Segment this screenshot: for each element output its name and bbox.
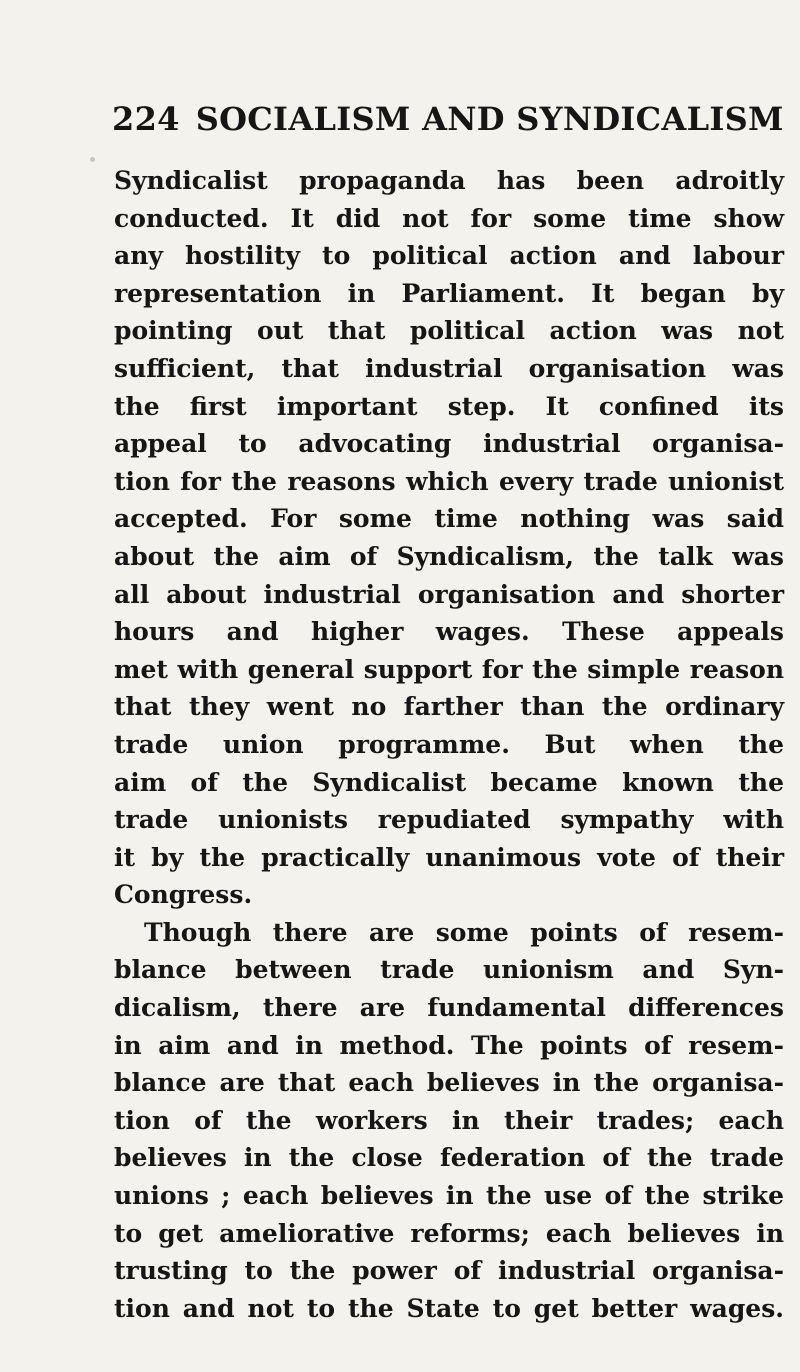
text-line: trusting to the power of industrial organisa- <box>114 1256 784 1286</box>
text-line: hours and higher wages. These appeals <box>114 617 784 647</box>
text-line: unions ; each believes in the use of the strike <box>114 1181 784 1211</box>
text-line: dicalism, there are fundamental differences <box>114 993 784 1023</box>
text-line: the first important step. It confined its <box>114 391 784 421</box>
text-line: tion and not to the State to get better wages. <box>114 1293 784 1323</box>
text-line: Congress. <box>114 880 253 910</box>
text-line: about the aim of Syndicalism, the talk was <box>114 541 784 571</box>
text-line: blance are that each believes in the organisa- <box>114 1068 784 1098</box>
paragraph-1 <box>114 162 784 914</box>
paper-speck <box>90 157 95 162</box>
text-line: any hostility to political action and labour <box>114 241 784 271</box>
text-line: believes in the close federation of the trade <box>114 1143 784 1173</box>
text-line: met with general support for the simple reason <box>114 654 784 684</box>
text-line: pointing out that political action was not <box>114 316 784 346</box>
text-line: tion of the workers in their trades; each <box>114 1105 784 1135</box>
text-line: appeal to advocating industrial organisa- <box>114 429 784 459</box>
text-line: accepted. For some time nothing was said <box>114 504 784 534</box>
text-line: representation in Parliament. It began by <box>114 278 784 308</box>
text-line: blance between trade unionism and Syn- <box>114 955 784 985</box>
text-line: Though there are some points of resem- <box>144 917 784 947</box>
running-header <box>112 100 784 150</box>
text-line: conducted. It did not for some time show <box>114 203 784 233</box>
text-line: all about industrial organisation and shorter <box>114 579 784 609</box>
running-title: SOCIALISM AND SYNDICALISM <box>195 100 784 138</box>
text-line: aim of the Syndicalist became known the <box>114 767 784 797</box>
text-line: Syndicalist propaganda has been adroitly <box>114 166 784 195</box>
page-number: 224 <box>112 100 180 138</box>
body-text <box>114 162 784 1327</box>
text-line: trade union programme. But when the <box>114 729 784 759</box>
text-line: that they went no farther than the ordinary <box>114 692 784 722</box>
text-line: it by the practically unanimous vote of their <box>114 842 784 872</box>
text-line: tion for the reasons which every trade unionist <box>114 466 784 496</box>
text-line: in aim and in method. The points of resem- <box>114 1030 784 1060</box>
text-line: to get ameliorative reforms; each believes in <box>114 1218 784 1248</box>
text-line: trade unionists repudiated sympathy with <box>114 805 784 835</box>
paragraph-2 <box>114 914 784 1328</box>
text-line: sufficient, that industrial organisation was <box>114 353 784 383</box>
